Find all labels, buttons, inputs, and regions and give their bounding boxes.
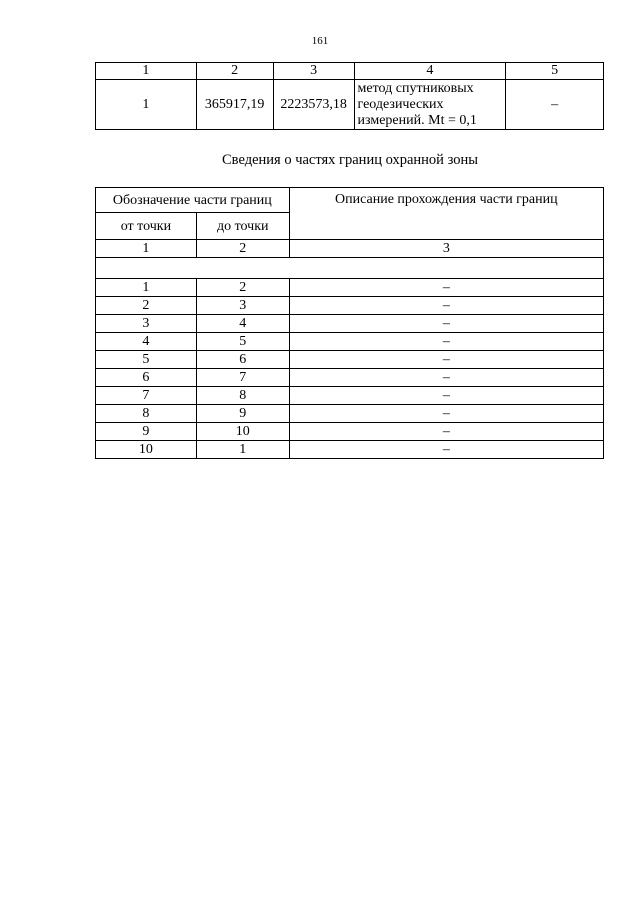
from-point: 2 [96,297,197,315]
description: – [289,333,603,351]
from-point: 5 [96,351,197,369]
table-row [96,387,604,405]
table-row [96,423,604,441]
page-number: 161 [311,35,329,47]
description: – [289,297,603,315]
method-description [354,80,506,130]
to-point: 2 [196,279,289,297]
col-header-1: 1 [96,63,197,80]
table-row [96,441,604,459]
to-point: 3 [196,297,289,315]
table-row [96,405,604,423]
to-point: 6 [196,351,289,369]
from-point: 10 [96,441,197,459]
parts-header-row [96,188,604,213]
column-number: 2 [196,240,289,258]
from-point: 4 [96,333,197,351]
table-row [96,351,604,369]
to-point: 7 [196,369,289,387]
to-point-header: до точки [196,213,289,240]
description: – [289,387,603,405]
col-header-3: 3 [273,63,354,80]
from-point: 1 [96,279,197,297]
table-row [96,297,604,315]
description: – [289,315,603,333]
description: – [289,279,603,297]
to-point: 10 [196,423,289,441]
method-line: измерений. Mt = 0,1 [357,112,477,128]
table-row [96,333,604,351]
col-header-2: 2 [196,63,273,80]
description: – [289,441,603,459]
boundary-parts-table [95,187,604,459]
to-point: 1 [196,441,289,459]
point-number: 1 [96,80,197,130]
column-number: 3 [289,240,603,258]
description: – [289,405,603,423]
blank-cell [96,258,604,279]
col-header-5: 5 [506,63,604,80]
coordinate-x: 365917,19 [196,80,273,130]
group-header: Обозначение части границ [96,188,290,213]
table-row [96,279,604,297]
description: – [289,351,603,369]
table-row [96,369,604,387]
description-header: Описание прохождения части границ [289,188,603,240]
section-title: Сведения о частях границ охранной зоны [222,152,478,168]
method-line: метод спутниковых [357,80,474,96]
from-point: 7 [96,387,197,405]
description: – [289,423,603,441]
from-point: 6 [96,369,197,387]
table-row [96,315,604,333]
from-point: 8 [96,405,197,423]
to-point: 4 [196,315,289,333]
column-5-value: – [506,80,604,130]
blank-row [96,258,604,279]
coordinate-y: 2223573,18 [273,80,354,130]
from-point-header: от точки [96,213,197,240]
method-line: геодезических [357,96,444,112]
table-row [96,80,604,130]
column-numbering-row [96,240,604,258]
coordinates-header-row [96,63,604,80]
coordinates-table [95,62,604,130]
column-number: 1 [96,240,197,258]
to-point: 9 [196,405,289,423]
col-header-4: 4 [354,63,506,80]
from-point: 9 [96,423,197,441]
from-point: 3 [96,315,197,333]
description: – [289,369,603,387]
to-point: 8 [196,387,289,405]
to-point: 5 [196,333,289,351]
